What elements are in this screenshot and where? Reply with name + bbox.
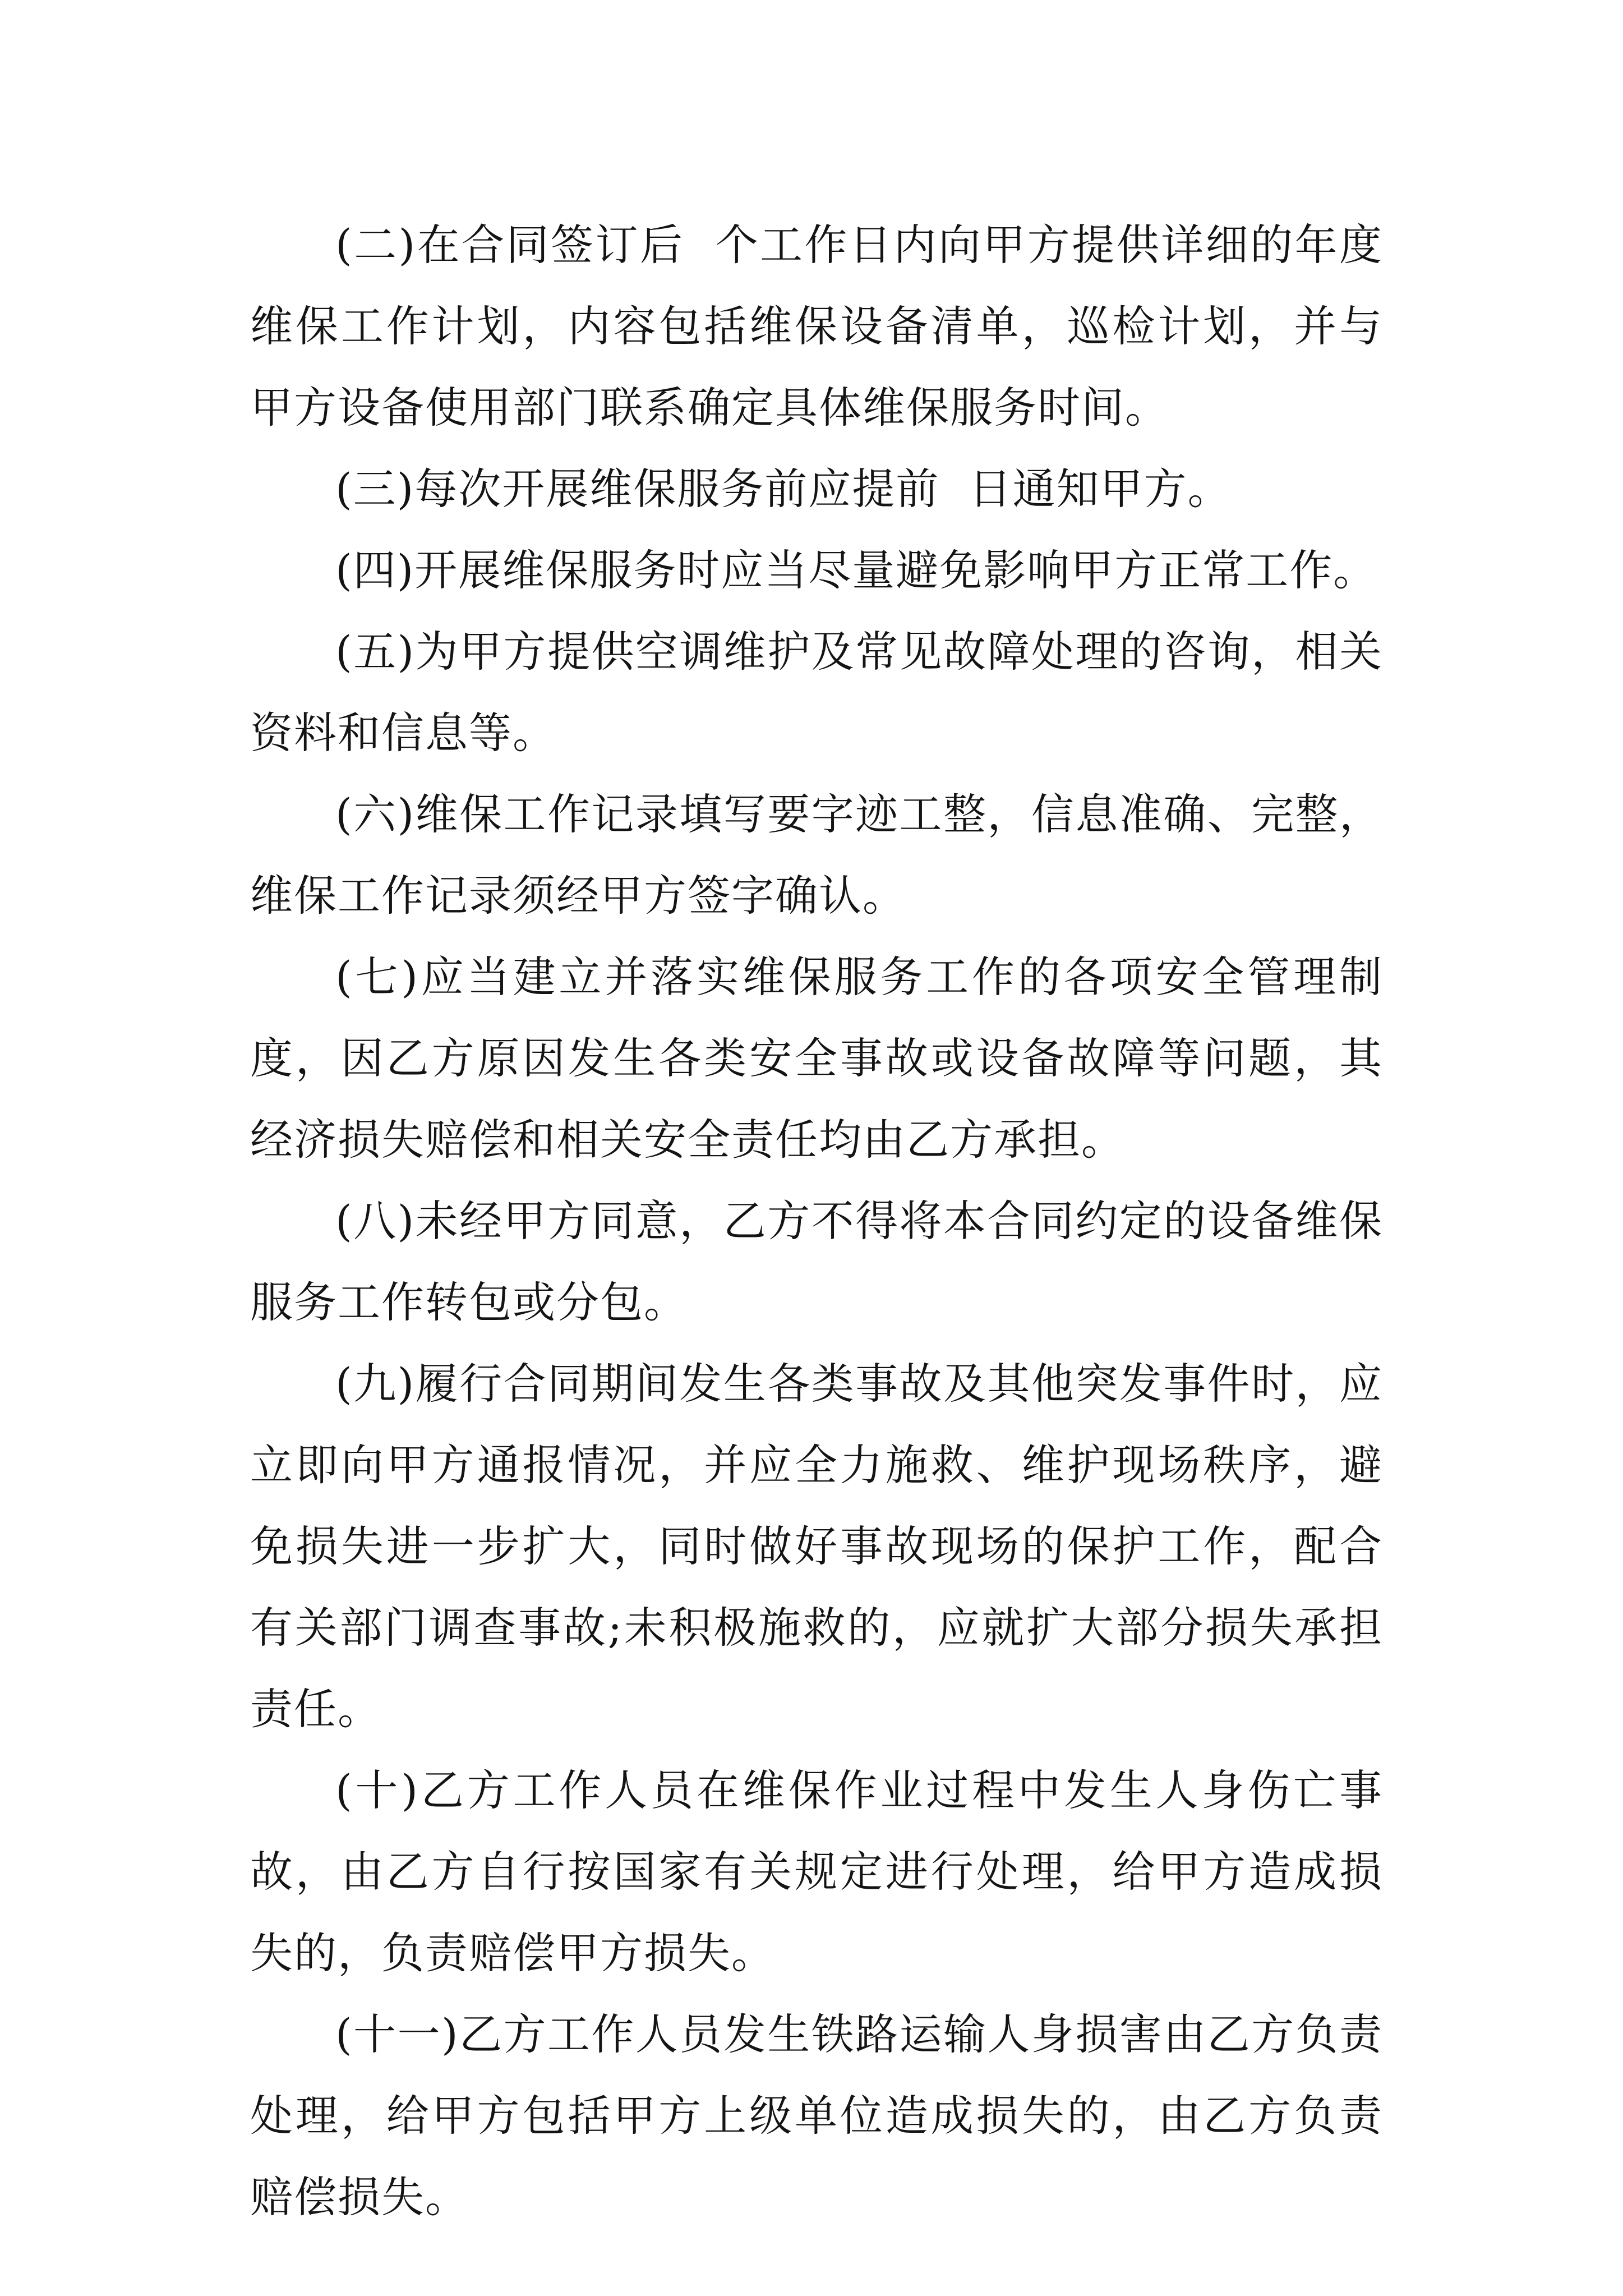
clause-paragraph: (七)应当建立并落实维保服务工作的各项安全管理制度，因乙方原因发生各类安全事故或设备故障等问题，其经济损失赔偿和相关安全责任均由乙方承担。 bbox=[250, 952, 1383, 1165]
clause-paragraph: (二)在合同签订后 个工作日内向甲方提供详细的年度维保工作计划，内容包括维保设备清单，巡检计划，并与甲方设备使用部门联系确定具体维保服务时间。 bbox=[250, 220, 1383, 432]
clause-paragraph: (四)开展维保服务时应当尽量避免影响甲方正常工作。 bbox=[335, 545, 1377, 595]
clause-paragraph: (八)未经甲方同意，乙方不得将本合同约定的设备维保服务工作转包或分包。 bbox=[250, 1196, 1383, 1327]
clause-paragraph: (十)乙方工作人员在维保作业过程中发生人身伤亡事故，由乙方自行按国家有关规定进行处理，给甲方造成损失的，负责赔偿甲方损失。 bbox=[250, 1765, 1383, 1978]
clause-paragraph: (三)每次开展维保服务前应提前 日通知甲方。 bbox=[335, 464, 1232, 514]
clause-paragraph: (六)维保工作记录填写要字迹工整，信息准确、完整，维保工作记录须经甲方签字确认。 bbox=[250, 789, 1383, 921]
clause-paragraph: (九)履行合同期间发生各类事故及其他突发事件时，应立即向甲方通报情况，并应全力施救、维护现场秩序，避免损失进一步扩大，同时做好事故现场的保护工作，配合有关部门调查事故;未积极施救的，应就扩大部分损失承担责任。 bbox=[250, 1359, 1383, 1734]
clause-paragraph: (十一)乙方工作人员发生铁路运输人身损害由乙方负责处理，给甲方包括甲方上级单位造成损失的，由乙方负责赔偿损失。 bbox=[250, 2009, 1383, 2222]
document-body bbox=[250, 204, 1383, 2238]
clause-paragraph: (五)为甲方提供空调维护及常见故障处理的咨询，相关资料和信息等。 bbox=[250, 627, 1383, 758]
